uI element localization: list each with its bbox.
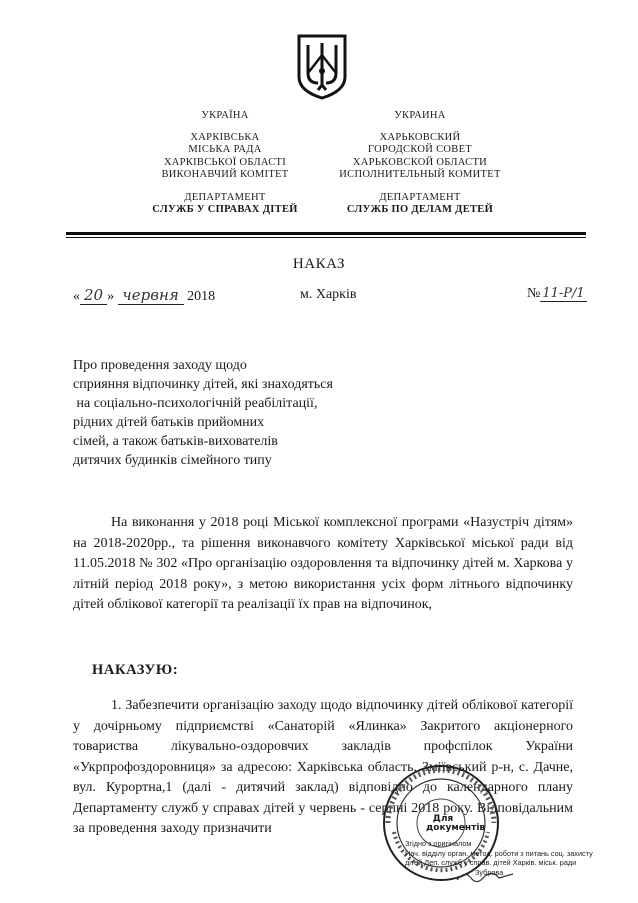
header-right-dept-1: ДЕПАРТАМЕНТ bbox=[379, 191, 461, 203]
subject-line-6: дитячих будинків сімейного типу bbox=[73, 453, 272, 468]
header-right bbox=[325, 110, 515, 217]
document-subject bbox=[73, 356, 393, 470]
header-right-country: УКРАИНА bbox=[394, 110, 446, 121]
number-prefix: № bbox=[527, 286, 541, 301]
subject-line-1: Про проведення заходу щодо bbox=[73, 358, 247, 373]
date-month: червня bbox=[118, 286, 184, 305]
date-open-quote: « bbox=[73, 289, 80, 304]
date-year: 2018 bbox=[187, 289, 216, 304]
copy-note: Згідно з оригіналом bbox=[405, 839, 472, 848]
subject-line-3: на соціально-психологічній реабілітації, bbox=[73, 396, 318, 411]
number-value: 11-Р/1 bbox=[542, 286, 585, 301]
stamp-for-docs: Для документів bbox=[426, 814, 486, 833]
header-left bbox=[130, 110, 320, 217]
document-title: НАКАЗ bbox=[292, 256, 346, 272]
handwritten-signature bbox=[455, 868, 515, 884]
header-left-dept-1: ДЕПАРТАМЕНТ bbox=[184, 191, 266, 203]
header-left-org-4: ВИКОНАВЧИЙ КОМІТЕТ bbox=[161, 169, 289, 180]
document-city: м. Харків bbox=[300, 287, 357, 302]
signer-position-1: Нач. відділу орган. метод. роботи з питань соц. захисту bbox=[405, 848, 593, 858]
header-right-org-3: ХАРЬКОВСКОЙ ОБЛАСТИ bbox=[352, 156, 488, 168]
header-left-dept-2: СЛУЖБ У СПРАВАХ ДІТЕЙ bbox=[152, 204, 298, 215]
header-right-dept-2: СЛУЖБ ПО ДЕЛАМ ДЕТЕЙ bbox=[346, 204, 494, 215]
header-left-org-1: ХАРКІВСЬКА bbox=[190, 131, 260, 143]
document-number bbox=[527, 286, 587, 302]
signer-position-2: дітей Деп. служб у справ. дітей Харків. міськ. ради bbox=[405, 858, 577, 867]
date-day: 20 bbox=[80, 286, 107, 305]
header-right-org-4: ИСПОЛНИТЕЛЬНЫЙ КОМИТЕТ bbox=[339, 169, 501, 180]
date-close-quote: » bbox=[107, 289, 115, 304]
document-date bbox=[73, 286, 215, 305]
header-right-org-2: ГОРОДСКОЙ СОВЕТ bbox=[367, 144, 473, 155]
subject-line-4: рідних дітей батьків прийомних bbox=[73, 415, 265, 430]
header-rule-thick bbox=[66, 232, 586, 235]
subject-line-2: сприяння відпочинку дітей, які знаходяться bbox=[73, 377, 333, 392]
header-left-org-2: МІСЬКА РАДА bbox=[188, 144, 262, 155]
subject-line-5: сімей, а також батьків-вихователів bbox=[73, 434, 278, 449]
header-left-country: УКРАЇНА bbox=[201, 110, 249, 121]
signer-name: Зуброва bbox=[475, 867, 504, 877]
header-left-org-3: ХАРКІВСЬКОЇ ОБЛАСТІ bbox=[163, 156, 287, 168]
order-heading: НАКАЗУЮ: bbox=[92, 662, 179, 678]
intro-paragraph: На виконання у 2018 році Міської комплексної програми «Назустріч дітям» на 2018-2020рр., та рішення виконавчого комітету Харківської міської ради від 11.05.2018 № 302 «Про організацію оздоровлення та відпочинку дітей м. Харкова у літній період 2018 року», з метою використання усіх форм літнього відпочинку дітей облікової категорії та реалізації їх прав на відпочинок, bbox=[73, 515, 573, 612]
coat-of-arms-icon bbox=[296, 33, 348, 101]
header-right-org-1: ХАРЬКОВСКИЙ bbox=[379, 131, 461, 143]
copy-certification bbox=[405, 839, 637, 877]
header-rule-thin bbox=[66, 237, 586, 238]
order-item-1: 1. Забезпечити організацію заходу щодо відпочинку дітей облікової категорії у дочірньому підприємстві «Санаторій «Ялинка» Закритого акціонерного товариства лікувально-оздоровчих закладів профспілок України «Укрпрофоздоровниця» за адресою: Харківська область, Зміївський р-н, с. Дачне, вул. Курортна,1 (далі - дитячий заклад) відповідно до календарного плану Департаменту служб у справах дітей у червень - серпні 2018 року. Відповідальним за проведення заходу призначити bbox=[73, 698, 573, 836]
